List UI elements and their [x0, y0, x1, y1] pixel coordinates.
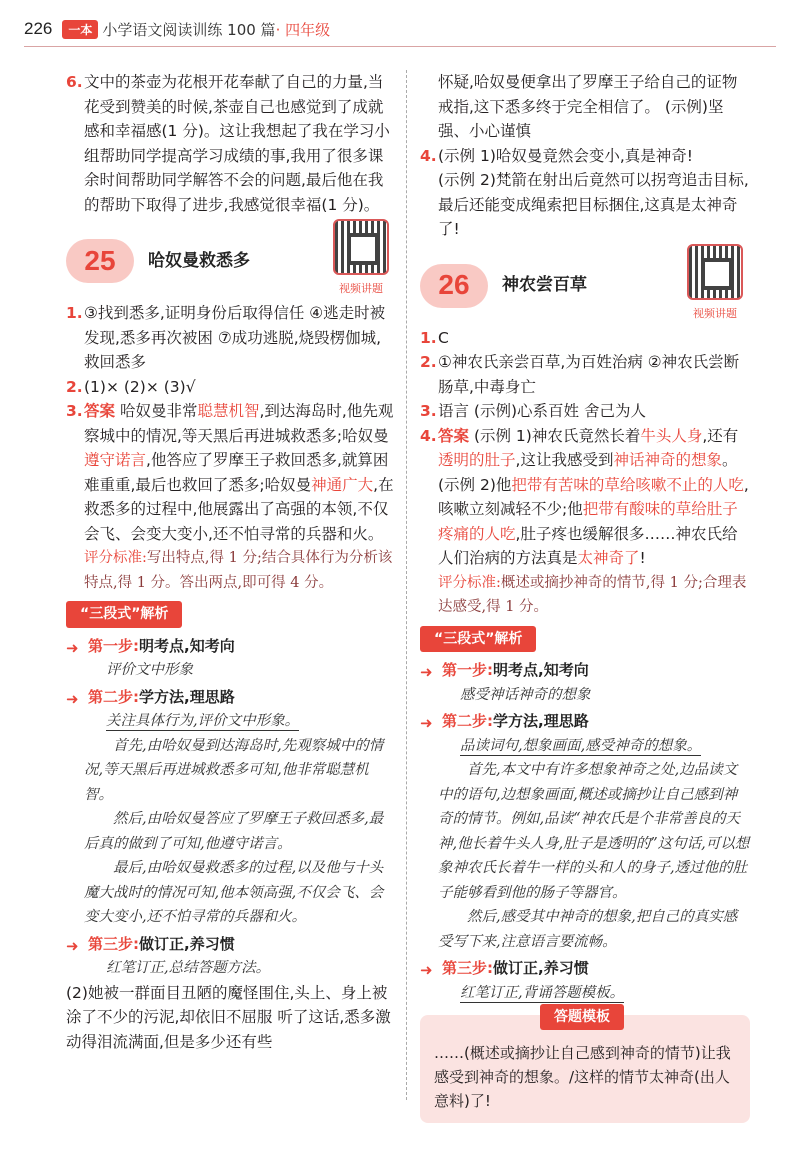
text-run: ,到达海岛时,他先观察城中的情况,等天黑后再进城救悉多;哈奴曼: [84, 402, 394, 445]
answer-item-3: [420, 399, 750, 424]
item-number: 1.: [420, 328, 437, 347]
step-2-para-2: 然后,由哈奴曼答应了罗摩王子救回悉多,最后真的做到了可知,他遵守诺言。: [84, 811, 384, 852]
grade-label: · 四年级: [275, 20, 331, 39]
text-run: ,他答应了罗摩王子救回悉多,就算困难重重,最后也救回了悉多;哈奴曼: [84, 451, 389, 494]
item-number: 4.: [420, 426, 437, 445]
item-number: 2.: [420, 353, 437, 371]
answer-item-3: [66, 399, 396, 546]
arrow-right-icon: ➜: [420, 663, 433, 681]
text-run: !: [639, 549, 646, 567]
answer-item-4-example-2: [420, 473, 750, 571]
item-number: 2.: [66, 377, 83, 396]
item-text: (1)× (2)× (3)√: [84, 377, 196, 396]
qr-code-icon: [687, 244, 743, 300]
text-run: ,咳嗽立刻减轻不少;他: [438, 475, 749, 518]
item-number: 3.: [420, 402, 437, 420]
scoring-text: 概述或摘抄神奇的情节,得 1 分;合理表达感受,得 1 分。: [438, 574, 747, 615]
answer-template-box: [420, 1009, 750, 1123]
text-run: (示例 2)他: [438, 475, 512, 494]
text-run: 。: [721, 451, 738, 469]
step-title: 明考点,知考向: [139, 636, 235, 655]
book-title: 小学语文阅读训练 100 篇: [102, 20, 276, 39]
step-3-text: [420, 981, 750, 1006]
item-number: 6.: [66, 73, 83, 91]
highlight: 透明的肚子: [438, 451, 516, 469]
section-number-badge: [420, 264, 488, 308]
text-run: ,还有: [702, 426, 739, 445]
arrow-right-icon: ➜: [66, 936, 79, 955]
text-run: 哈奴曼非常: [119, 402, 198, 420]
qr-code-video[interactable]: [326, 219, 396, 302]
step-label: 第二步:: [88, 687, 139, 706]
step-2-para-2: 然后,感受其中神奇的想象,把自己的真实感受写下来,注意语言要流畅。: [438, 909, 738, 950]
scoring-criteria: [420, 571, 750, 620]
item-text: 语言 (示例)心系百姓 舍己为人: [438, 402, 646, 420]
arrow-right-icon: ➜: [66, 689, 79, 708]
scoring-label: 评分标准:: [438, 574, 501, 591]
section-title: 神农尝百草: [502, 275, 587, 296]
section-number: 25: [84, 244, 116, 276]
section-number-badge: [66, 239, 134, 283]
answer-item-1: [420, 326, 750, 351]
arrow-right-icon: ➜: [66, 638, 79, 657]
step-title: 学方法,理思路: [139, 687, 235, 706]
step-title: 做订正,养习惯: [139, 934, 235, 953]
section-25-header: [66, 231, 396, 295]
step-2: [66, 685, 396, 710]
answer-item-4: [420, 144, 750, 242]
highlight: 聪慧机智: [197, 402, 260, 420]
qr-code-video[interactable]: [680, 244, 750, 327]
item-text: ①神农氏亲尝百草,为百姓治病 ②神农氏尝断肠草,中毒身亡: [438, 353, 740, 396]
analysis-badge: “三段式”解析: [66, 601, 182, 628]
step-3: [420, 956, 750, 981]
qr-code-icon: [333, 219, 389, 275]
step-title: 明考点,知考向: [493, 661, 589, 679]
answer-item-6: [66, 70, 396, 217]
brand-logo: 一本: [62, 20, 98, 39]
step-2-para-1: 首先,由哈奴曼到达海岛时,先观察城中的情况,等天黑后再进城救悉多可知,他非常聪慧机智。: [84, 737, 384, 803]
step-1: [420, 658, 750, 683]
left-column: [66, 70, 396, 1054]
step-3-summary: 红笔订正,背诵答题模板。: [460, 984, 625, 1001]
section-26-header: [420, 256, 750, 320]
step-3: [66, 932, 396, 957]
answer-template-text: ……(概述或摘抄让自己感到神奇的情节)让我感受到神奇的想象。/这样的情节太神奇(出人意料)了!: [434, 1044, 731, 1110]
highlight: 神话神奇的想象: [613, 451, 722, 469]
step-1-text: 感受神话神奇的想象: [460, 686, 591, 703]
step-2-text: [66, 709, 396, 734]
item-text: 文中的茶壶为花根开花奉献了自己的力量,当花受到赞美的时候,茶壶自己也感觉到了成就感和幸福感(1 分)。这让我想起了我在学习小组帮助同学提高学习成绩的事,我用了很多课余时间帮助同学解答不会的问题,最后他在我的帮助下取得了进步,我感觉很幸福(1 分)。: [84, 73, 390, 214]
item-text: C: [438, 328, 449, 347]
text-run: (示例 1)神农氏竟然长着: [473, 426, 641, 445]
step-title: 学方法,理思路: [493, 712, 589, 730]
section-number: 26: [438, 269, 470, 301]
answer-template-label: 答题模板: [540, 1004, 624, 1030]
answer-item-3-part-2: (2)她被一群面目丑陋的魔怪围住,头上、身上被涂了不少的污泥,却依旧不屈服 听了这话,悉多激动得泪流满面,但是多少还有些: [66, 983, 391, 1051]
answer-tag: 答案: [84, 402, 116, 420]
page-number: 226: [24, 19, 53, 38]
highlight: 神通广大: [311, 475, 374, 494]
step-label: 第一步:: [88, 636, 139, 655]
highlight: 牛头人身: [640, 426, 703, 445]
item-number: 1.: [66, 304, 83, 322]
step-title: 做订正,养习惯: [493, 959, 589, 977]
analysis-badge: “三段式”解析: [420, 626, 536, 653]
qr-caption: 视频讲题: [693, 306, 737, 320]
item-number: 3.: [66, 402, 83, 420]
step-label: 第三步:: [442, 959, 493, 977]
highlight: 遵守诺言: [84, 451, 147, 469]
highlight: 把带有苦味的草给咳嗽不止的人吃: [511, 475, 744, 494]
answer-item-2: [420, 350, 750, 399]
header-divider: [24, 46, 776, 47]
page-header: [24, 14, 330, 44]
step-3-text: 红笔订正,总结答题方法。: [106, 960, 271, 976]
answer-tag: 答案: [438, 426, 470, 445]
scoring-text: 写出特点,得 1 分;结合具体行为分析该特点,得 1 分。答出两点,即可得 4 分。: [84, 550, 393, 591]
scoring-label: 评分标准:: [84, 550, 147, 566]
qr-caption: 视频讲题: [339, 282, 383, 295]
step-label: 第二步:: [442, 712, 493, 730]
highlight: 太神奇了: [577, 549, 640, 567]
step-2-para-3: 最后,由哈奴曼救悉多的过程,以及他与十头魔大战时的情况可知,他本领高强,不仅会飞、会变大变小,还不怕寻常的兵器和火。: [84, 860, 384, 925]
arrow-right-icon: ➜: [420, 714, 433, 732]
step-label: 第三步:: [88, 934, 139, 953]
answer-item-2: [66, 375, 396, 400]
step-1: [66, 634, 396, 659]
continued-text: 怀疑,哈奴曼便拿出了罗摩王子给自己的证物戒指,这下悉多终于完全相信了。 (示例)坚强、小心谨慎: [438, 73, 738, 140]
step-2-summary: 关注具体行为,评价文中形象。: [106, 713, 300, 729]
right-column: [420, 70, 750, 1123]
item-text: (示例 2)梵箭在射出后竟然可以拐弯追击目标,最后还能变成绳索把目标捆住,这真是太神奇了!: [438, 171, 749, 238]
step-2-summary: 品读词句,想象画面,感受神奇的想象。: [460, 737, 702, 754]
step-label: 第一步:: [442, 661, 493, 679]
text-run: ,在救悉多的过程中,他展露出了高强的本领,不仅会飞、会变大变小,还不怕寻常的兵器和火。: [84, 475, 394, 543]
item-number: 4.: [420, 146, 437, 165]
step-1-text: 评价文中形象: [106, 662, 193, 678]
column-divider: [406, 70, 407, 1100]
answer-item-1: [66, 301, 396, 375]
text-run: ,肚子疼也缓解很多……神农氏给人们治病的方法真是: [438, 524, 738, 567]
item-text: ③找到悉多,证明身份后取得信任 ④逃走时被发现,悉多再次被困 ⑦成功逃脱,烧毁楞伽城,救回悉多: [84, 304, 386, 371]
step-2-para-1: 首先,本文中有许多想象神奇之处,边品读文中的语句,边想象画面,概述或摘抄让自己感到神奇的情节。例如,品读“神农氏是个非常善良的天神,他长着牛头人身,肚子是透明的”这句话,可以想象神农氏长着牛一样的头和人的身子,透过他的肚子能够看到他的肠子等器官。: [438, 762, 750, 901]
step-2: [420, 709, 750, 734]
item-text: (示例 1)哈奴曼竟然会变小,真是神奇!: [438, 146, 694, 165]
scoring-criteria: [66, 546, 396, 595]
step-2-text: [420, 734, 750, 759]
answer-item-4: [420, 424, 750, 473]
text-run: ,这让我感受到: [515, 451, 614, 469]
arrow-right-icon: ➜: [420, 961, 433, 979]
section-title: 哈奴曼救悉多: [148, 250, 250, 271]
highlight: 把带有酸味的草给肚子疼痛的人吃: [438, 500, 738, 543]
